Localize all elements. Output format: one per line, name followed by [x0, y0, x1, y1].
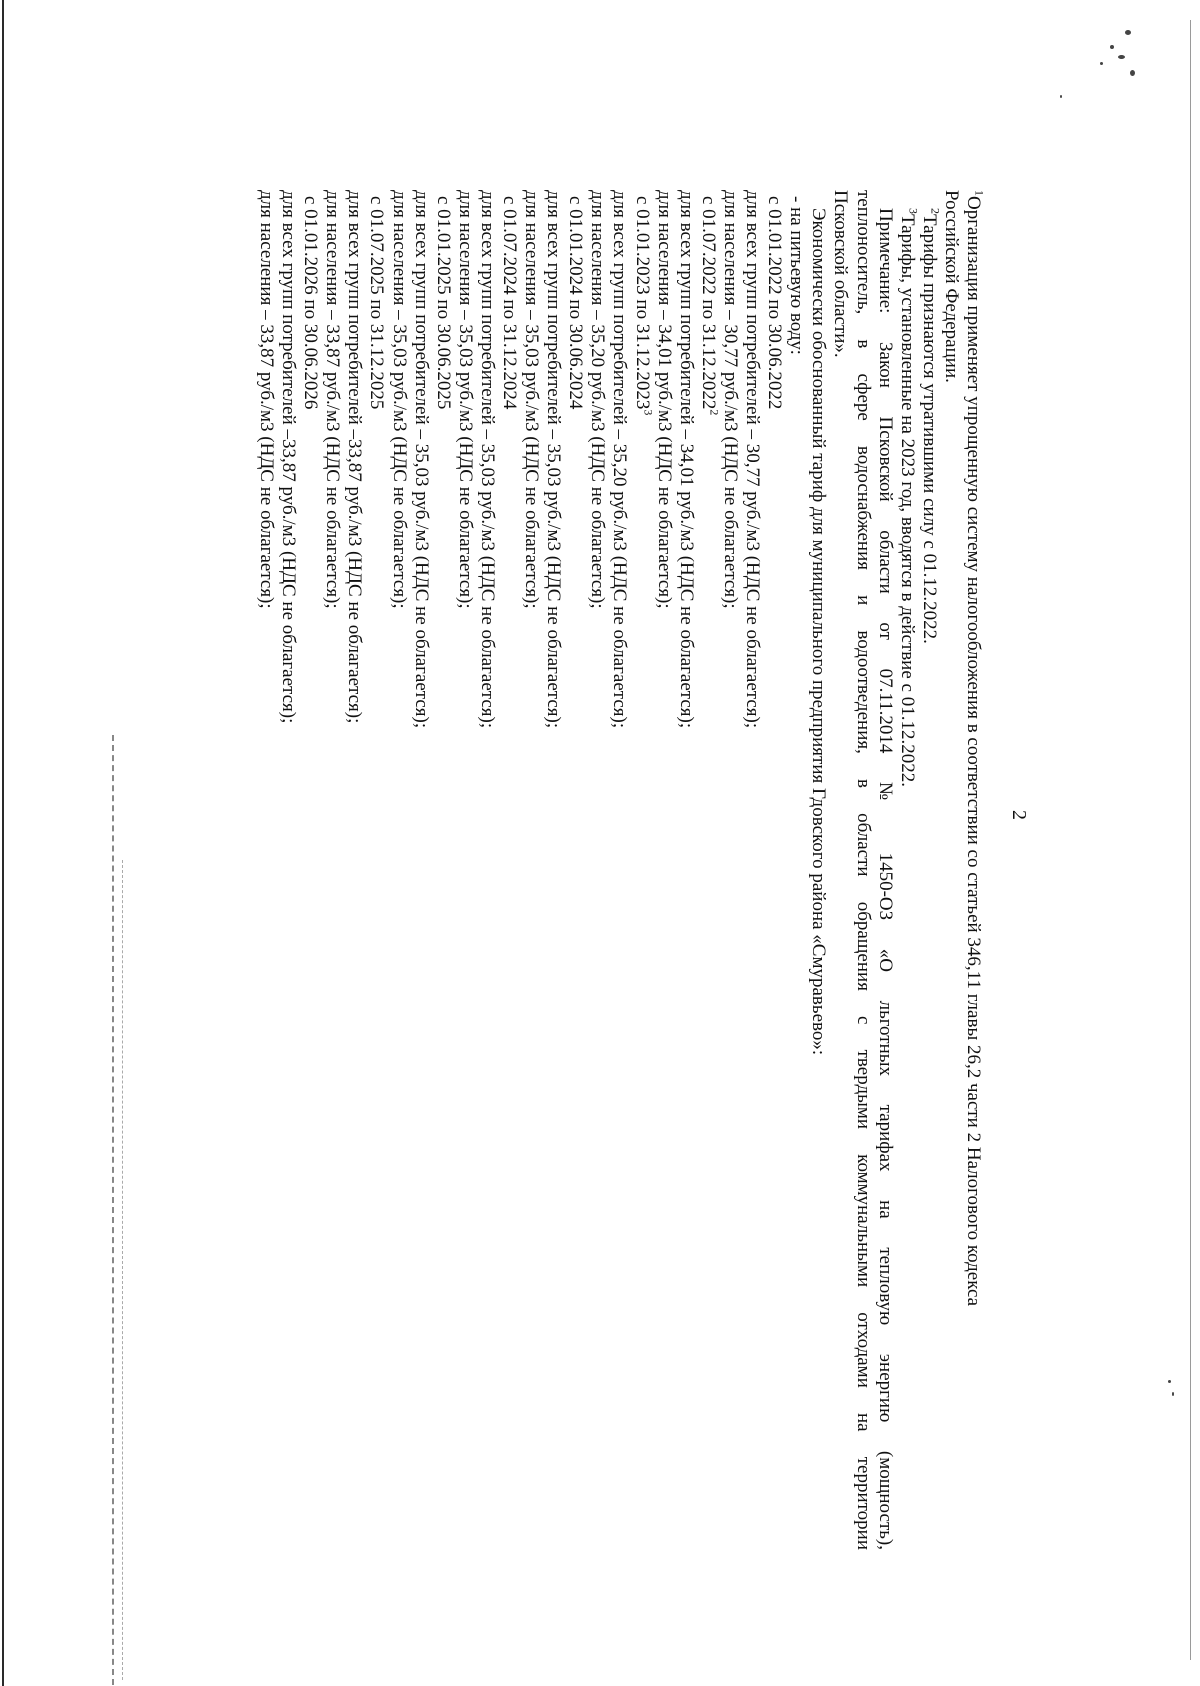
- footnote-marker: 3: [906, 208, 921, 214]
- tariff-rate-line: для всех групп потребителей – 35,03 руб./м3 (НДС не облагается);: [543, 190, 565, 729]
- scan-edge-left: [2, 0, 4, 1686]
- tariff-period-dates: с 01.01.2023 по 31.12.2023: [631, 196, 653, 410]
- tariff-rate-line: для населения – 35,03 руб./м3 (НДС не облагается);: [454, 190, 476, 609]
- tariff-rate-line: для всех групп потребителей – 35,20 руб./м3 (НДС не облагается);: [609, 190, 631, 729]
- page-number: 2: [1008, 810, 1030, 820]
- tariff-subheading: - на питьевую воду:: [786, 196, 808, 355]
- tariff-period: [697, 190, 722, 1550]
- tariff-rate-line: для населения – 33,87 руб./м3 (НДС не облагается);: [322, 190, 344, 609]
- note-line: теплоноситель, в сфере водоснабжения и водоотведения, в области обращения с твердыми коммунальными отходами на территории: [852, 190, 874, 1550]
- tariff-period: [498, 190, 520, 1550]
- tariff-period-dates: с 01.07.2024 по 31.12.2024: [499, 196, 521, 410]
- rotated-page-content: [112, 190, 1200, 1550]
- footnote-marker: 2: [928, 208, 943, 214]
- footnote-1: [962, 190, 987, 1550]
- footnote-text: Тарифы, установленные на 2023 год, вводятся в действие с 01.12.2022.: [896, 214, 918, 787]
- tariff-period-dates: с 01.07.2025 по 31.12.2025: [366, 196, 388, 410]
- tariff-rate-line: для всех групп потребителей –33,87 руб./м3 (НДС не облагается);: [278, 190, 300, 724]
- tariff-rate-line: для всех групп потребителей – 35,03 руб./м3 (НДС не облагается);: [476, 190, 498, 729]
- tariff-heading: Экономически обоснованный тариф для муниципального предприятия Гдовского района «Смуравьево»:: [808, 208, 830, 1056]
- tariff-period: [763, 190, 785, 1550]
- footnote-3: [896, 190, 921, 1550]
- tariff-rate-line: для населения – 35,03 руб./м3 (НДС не облагается);: [521, 190, 543, 609]
- scan-speckle: [1125, 30, 1131, 35]
- tariff-rate-line: для населения – 35,03 руб./м3 (НДС не облагается);: [388, 190, 410, 609]
- tariff-rate-line: для населения – 30,77 руб./м3 (НДС не облагается);: [719, 190, 741, 609]
- footnote-text: Тарифы признаются утратившими силу с 01.12.2022.: [918, 214, 940, 644]
- document-body: [255, 190, 987, 1550]
- tariff-period-dates: с 01.07.2022 по 31.12.2022: [697, 196, 719, 410]
- tariff-period-dates: с 01.01.2025 по 30.06.2025: [432, 196, 454, 410]
- footnote-2: [918, 190, 943, 1550]
- tariff-period-dates: с 01.01.2024 по 30.06.2024: [565, 196, 587, 410]
- tariff-rate-line: для населения – 33,87 руб./м3 (НДС не облагается);: [256, 190, 277, 609]
- footnote-1-continued: [940, 190, 962, 1550]
- tariff-rate-line: для всех групп потребителей – 35,03 руб./м3 (НДС не облагается);: [410, 190, 432, 729]
- tariff-period-dates: с 01.01.2022 по 30.06.2022: [764, 196, 786, 410]
- tariff-rate-line: для всех групп потребителей – 30,77 руб./м3 (НДС не облагается);: [742, 190, 764, 729]
- tariff-period: [631, 190, 653, 1550]
- tariff-period-dates: с 01.01.2026 по 30.06.2026: [300, 196, 322, 410]
- tariff-rate-line: для всех групп потребителей –33,87 руб./м3 (НДС не облагается);: [344, 190, 366, 724]
- scan-speckle: [1110, 45, 1114, 49]
- scan-speckle: [1060, 95, 1062, 98]
- tariff-rate-line: для населения – 35,20 руб./м3 (НДС не облагается);: [587, 190, 609, 609]
- footnote-text: Российской Федерации.: [940, 190, 962, 383]
- tariff-period: [432, 190, 454, 1550]
- tariff-period: [299, 190, 321, 1550]
- footnote-marker: 1: [972, 190, 987, 196]
- tariff-period: [564, 190, 586, 1550]
- footnote-marker: 2: [707, 409, 722, 416]
- tariff-rate-line: для всех групп потребителей – 34,01 руб./м3 (НДС не облагается);: [675, 190, 697, 729]
- scan-speckle: [1100, 62, 1103, 65]
- footnote-text: Организация применяет упрощенную систему налогообложения в соответствии со статьей 346,11 главы 26,2 части 2 Налогового кодекса: [963, 196, 984, 1307]
- note-line: Примечание: Закон Псковской области от 07.11.2014 № 1450-ОЗ «О льготных тарифах на тепловую энергию (мощность),: [874, 208, 896, 1550]
- tariff-rate-line: для населения – 34,01 руб./м3 (НДС не облагается);: [653, 190, 675, 609]
- tariff-periods: [255, 190, 785, 1550]
- scan-speckle: [1130, 70, 1135, 76]
- scan-speckle: [1118, 55, 1125, 59]
- tariff-period: [365, 190, 387, 1550]
- footnote-marker: 3: [640, 409, 655, 416]
- note-line: Псковской области».: [830, 190, 852, 358]
